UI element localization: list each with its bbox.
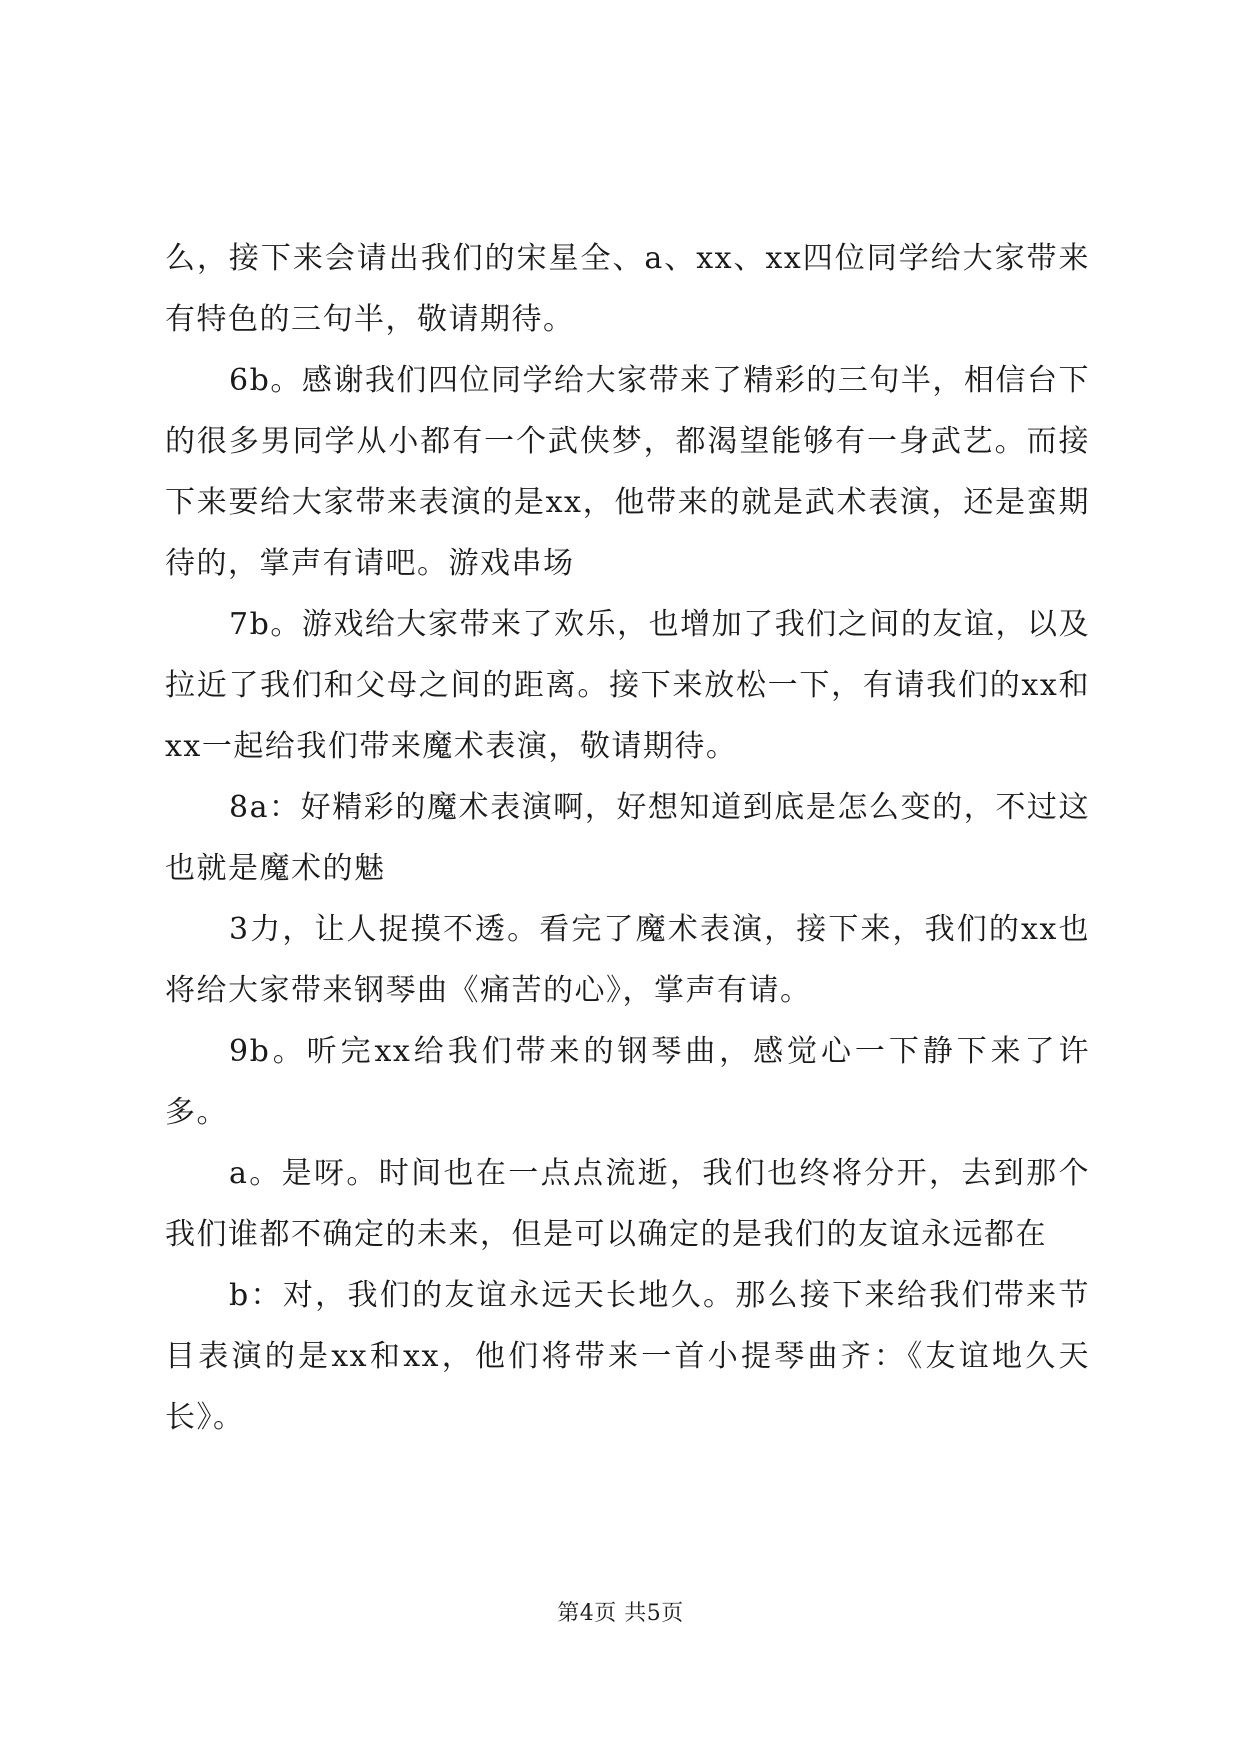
document-body — [165, 228, 1090, 1448]
paragraph-6b: 6b。感谢我们四位同学给大家带来了精彩的三句半，相信台下的很多男同学从小都有一个武侠梦，都渴望能够有一身武艺。而接下来要给大家带来表演的是xx，他带来的就是武术表演，还是蛮期待的，掌声有请吧。游戏串场 — [165, 363, 1090, 581]
paragraph-9b: 9b。听完xx给我们带来的钢琴曲，感觉心一下静下来了许多。 — [165, 1034, 1090, 1130]
paragraph-a: a。是呀。时间也在一点点流逝，我们也终将分开，去到那个我们谁都不确定的未来，但是可以确定的是我们的友谊永远都在 — [165, 1156, 1090, 1252]
paragraph-7b: 7b。游戏给大家带来了欢乐，也增加了我们之间的友谊，以及拉近了我们和父母之间的距离。接下来放松一下，有请我们的xx和xx一起给我们带来魔术表演，敬请期待。 — [165, 607, 1090, 764]
page-number-label: 第4页 共5页 — [557, 1601, 684, 1626]
paragraph-8a: 8a：好精彩的魔术表演啊，好想知道到底是怎么变的，不过这也就是魔术的魅 — [165, 790, 1090, 886]
paragraph-continuation: 么，接下来会请出我们的宋星全、a、xx、xx四位同学给大家带来有特色的三句半，敬请期待。 — [165, 241, 1090, 337]
page-footer — [0, 1600, 1241, 1628]
paragraph-b: b：对，我们的友谊永远天长地久。那么接下来给我们带来节目表演的是xx和xx，他们将带来一首小提琴曲齐：《友谊地久天长》。 — [165, 1278, 1090, 1435]
paragraph-3: 3力，让人捉摸不透。看完了魔术表演，接下来，我们的xx也将给大家带来钢琴曲《痛苦的心》，掌声有请。 — [165, 912, 1090, 1008]
